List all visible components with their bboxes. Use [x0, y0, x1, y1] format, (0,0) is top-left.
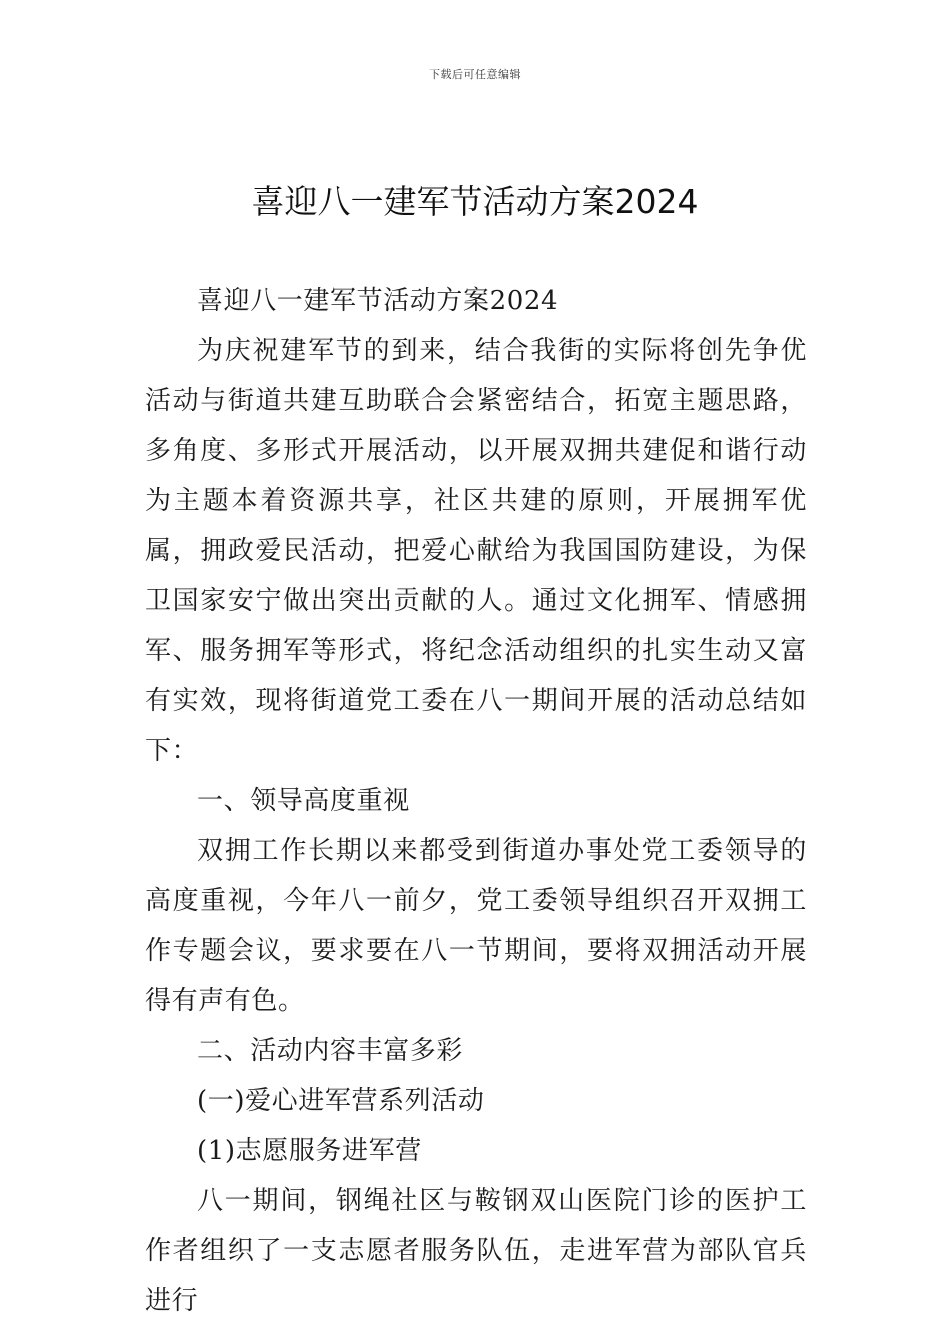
document-body — [145, 276, 807, 1326]
page-header-note: 下载后可任意编辑 — [429, 68, 521, 81]
subsection-heading-1: (一)爱心进军营系列活动 — [197, 1086, 485, 1116]
section-heading-1: 一、领导高度重视 — [197, 786, 410, 816]
item-heading-1: (1)志愿服务进军营 — [197, 1136, 422, 1166]
paragraph-intro: 为庆祝建军节的到来，结合我街的实际将创先争优活动与街道共建互助联合会紧密结合，拓宽主题思路，多角度、多形式开展活动，以开展双拥共建促和谐行动为主题本着资源共享，社区共建的原则，开展拥军优属，拥政爱民活动，把爱心献给为我国国防建设，为保卫国家安宁做出突出贡献的人。通过文化拥军、情感拥军、服务拥军等形式，将纪念活动组织的扎实生动又富有实效，现将街道党工委在八一期间开展的活动总结如下： — [145, 336, 807, 766]
paragraph-leadership: 双拥工作长期以来都受到街道办事处党工委领导的高度重视，今年八一前夕，党工委领导组织召开双拥工作专题会议，要求要在八一节期间，要将双拥活动开展得有声有色。 — [145, 836, 807, 1016]
paragraph-volunteer: 八一期间，钢绳社区与鞍钢双山医院门诊的医护工作者组织了一支志愿者服务队伍，走进军营为部队官兵进行 — [145, 1186, 807, 1316]
section-heading-2: 二、活动内容丰富多彩 — [197, 1036, 464, 1066]
document-title: 喜迎八一建军节活动方案2024 — [251, 182, 699, 221]
paragraph-subtitle: 喜迎八一建军节活动方案2024 — [197, 286, 559, 316]
